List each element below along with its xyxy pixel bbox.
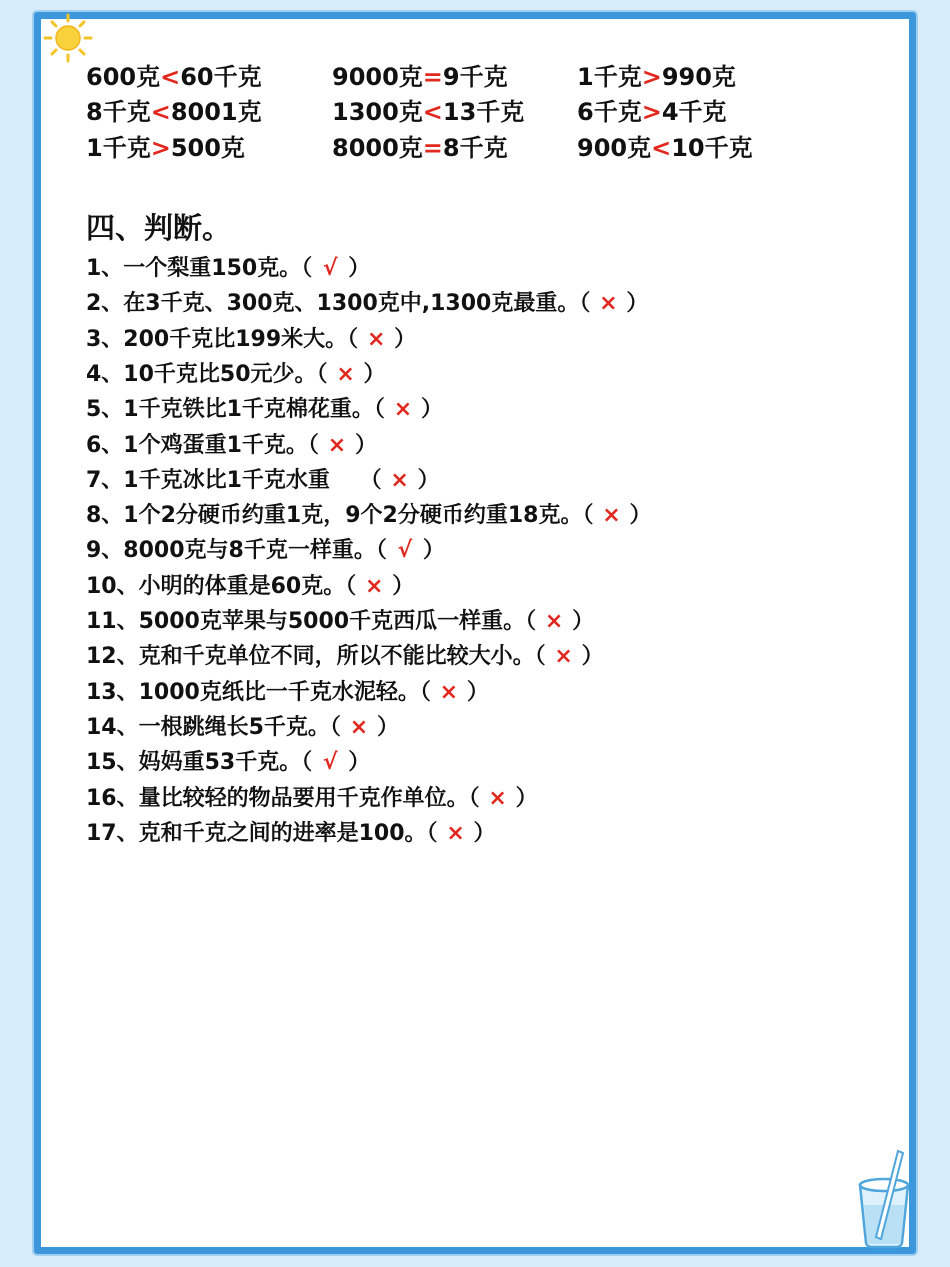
closing-paren: ） <box>515 785 538 811</box>
comparison-left: 8千克 <box>86 98 151 126</box>
judgement-item <box>86 710 399 745</box>
comparison-cell <box>86 60 262 94</box>
closing-paren: ） <box>417 467 440 493</box>
comparison-right: 500克 <box>170 134 245 162</box>
judgement-text: 11、5000克苹果与5000千克西瓜一样重。（ <box>86 609 537 634</box>
comparison-operator: < <box>422 98 443 126</box>
cross-mark-icon: × <box>599 291 618 317</box>
closing-paren: ） <box>354 432 377 458</box>
closing-paren: ） <box>420 397 443 423</box>
comparison-right: 8千克 <box>442 134 508 162</box>
judgement-item <box>86 816 496 851</box>
judgement-text: 7、1千克冰比1千克水重 （ <box>86 467 382 493</box>
closing-paren: ） <box>376 714 399 740</box>
comparison-right: 9千克 <box>442 63 508 91</box>
comparison-operator: > <box>641 63 662 91</box>
closing-paren: ） <box>581 644 604 670</box>
comparison-row <box>86 60 846 94</box>
comparison-operator: < <box>160 63 181 91</box>
sun-icon <box>42 12 94 64</box>
cross-mark-icon: × <box>336 361 355 387</box>
closing-paren: ） <box>473 820 496 846</box>
check-mark-icon: √ <box>322 750 338 776</box>
comparison-cell <box>86 95 262 129</box>
check-mark-icon: √ <box>322 256 338 281</box>
judgement-text: 2、在3千克、300克、1300克中,1300克最重。（ <box>86 291 591 317</box>
judgement-text: 9、8000克与8千克一样重。（ <box>86 538 387 564</box>
cross-mark-icon: × <box>327 432 347 458</box>
judgement-item <box>86 781 538 816</box>
comparison-cell <box>332 60 508 94</box>
comparison-cell <box>577 95 727 129</box>
closing-paren: ） <box>422 538 445 564</box>
judgement-item <box>86 604 594 639</box>
judgement-text: 3、200千克比199米大。（ <box>86 326 359 352</box>
comparison-operator: > <box>641 98 662 126</box>
closing-paren: ） <box>394 326 417 352</box>
comparison-left: 6千克 <box>577 98 642 126</box>
cross-mark-icon: × <box>366 326 386 352</box>
cross-mark-icon: × <box>544 609 564 634</box>
comparison-operator: > <box>150 134 171 162</box>
glass-with-straw-icon <box>852 1145 914 1250</box>
cross-mark-icon: × <box>365 573 384 599</box>
comparison-left: 900克 <box>577 134 652 162</box>
judgement-item <box>86 357 386 392</box>
closing-paren: ） <box>629 503 652 529</box>
comparison-left: 1300克 <box>332 98 423 126</box>
cross-mark-icon: × <box>390 467 409 493</box>
comparison-right: 8001克 <box>170 98 262 126</box>
closing-paren: ） <box>572 609 595 634</box>
closing-paren: ） <box>392 573 415 599</box>
judgement-item <box>86 533 445 568</box>
judgement-item <box>86 428 377 463</box>
comparison-row <box>86 95 846 129</box>
comparison-cell <box>577 131 753 165</box>
comparison-operator: < <box>150 98 171 126</box>
judgement-text: 12、克和千克单位不同，所以不能比较大小。（ <box>86 644 546 670</box>
judgement-item <box>86 251 370 286</box>
judgement-item <box>86 745 370 780</box>
judgement-text: 13、1000克纸比一千克水泥轻。（ <box>86 679 431 705</box>
cross-mark-icon: × <box>488 785 507 811</box>
cross-mark-icon: × <box>602 503 621 529</box>
comparison-operator: < <box>651 134 672 162</box>
closing-paren: ） <box>466 679 489 705</box>
comparison-right: 10千克 <box>671 134 753 162</box>
judgement-text: 1、一个梨重150克。（ <box>86 256 313 281</box>
comparison-left: 9000克 <box>332 63 423 91</box>
judgement-text: 17、克和千克之间的进率是100。（ <box>86 820 438 846</box>
check-mark-icon: √ <box>397 538 413 564</box>
comparison-left: 1千克 <box>86 134 151 162</box>
judgement-text: 4、10千克比50元少。（ <box>86 361 328 387</box>
cross-mark-icon: × <box>393 397 413 423</box>
cross-mark-icon: × <box>349 714 369 740</box>
comparison-left: 1千克 <box>577 63 642 91</box>
comparison-cell <box>577 60 736 94</box>
comparison-operator: = <box>422 63 443 91</box>
judgement-item <box>86 286 648 321</box>
judgement-item <box>86 392 443 427</box>
cross-mark-icon: × <box>446 820 465 846</box>
judgement-item <box>86 639 604 674</box>
cross-mark-icon: × <box>554 644 573 670</box>
comparison-left: 600克 <box>86 63 161 91</box>
comparison-right: 13千克 <box>442 98 525 126</box>
judgement-text: 5、1千克铁比1千克棉花重。（ <box>86 397 385 423</box>
judgement-text: 6、1个鸡蛋重1千克。（ <box>86 432 319 458</box>
comparison-cell <box>332 131 508 165</box>
judgement-text: 10、小明的体重是60克。（ <box>86 573 357 599</box>
comparison-right: 60千克 <box>180 63 262 91</box>
comparison-row <box>86 131 846 165</box>
comparison-operator: = <box>422 134 443 162</box>
closing-paren: ） <box>348 750 371 776</box>
closing-paren: ） <box>626 291 649 317</box>
judgement-item <box>86 463 440 498</box>
judgement-item <box>86 569 414 604</box>
judgement-text: 16、量比较轻的物品要用千克作单位。（ <box>86 785 480 811</box>
judgement-item <box>86 322 416 357</box>
cross-mark-icon: × <box>439 679 459 705</box>
closing-paren: ） <box>348 256 371 281</box>
judgement-item <box>86 498 651 533</box>
comparison-right: 990克 <box>661 63 736 91</box>
judgement-item <box>86 675 489 710</box>
comparison-cell <box>86 131 245 165</box>
comparison-left: 8000克 <box>332 134 423 162</box>
judgement-text: 15、妈妈重53千克。（ <box>86 750 313 776</box>
section-title: 四、判断。 <box>86 211 232 245</box>
comparison-right: 4千克 <box>661 98 727 126</box>
judgement-text: 8、1个2分硬币约重1克，9个2分硬币约重18克。（ <box>86 503 594 529</box>
judgement-text: 14、一根跳绳长5千克。（ <box>86 714 341 740</box>
closing-paren: ） <box>363 361 386 387</box>
comparison-cell <box>332 95 524 129</box>
